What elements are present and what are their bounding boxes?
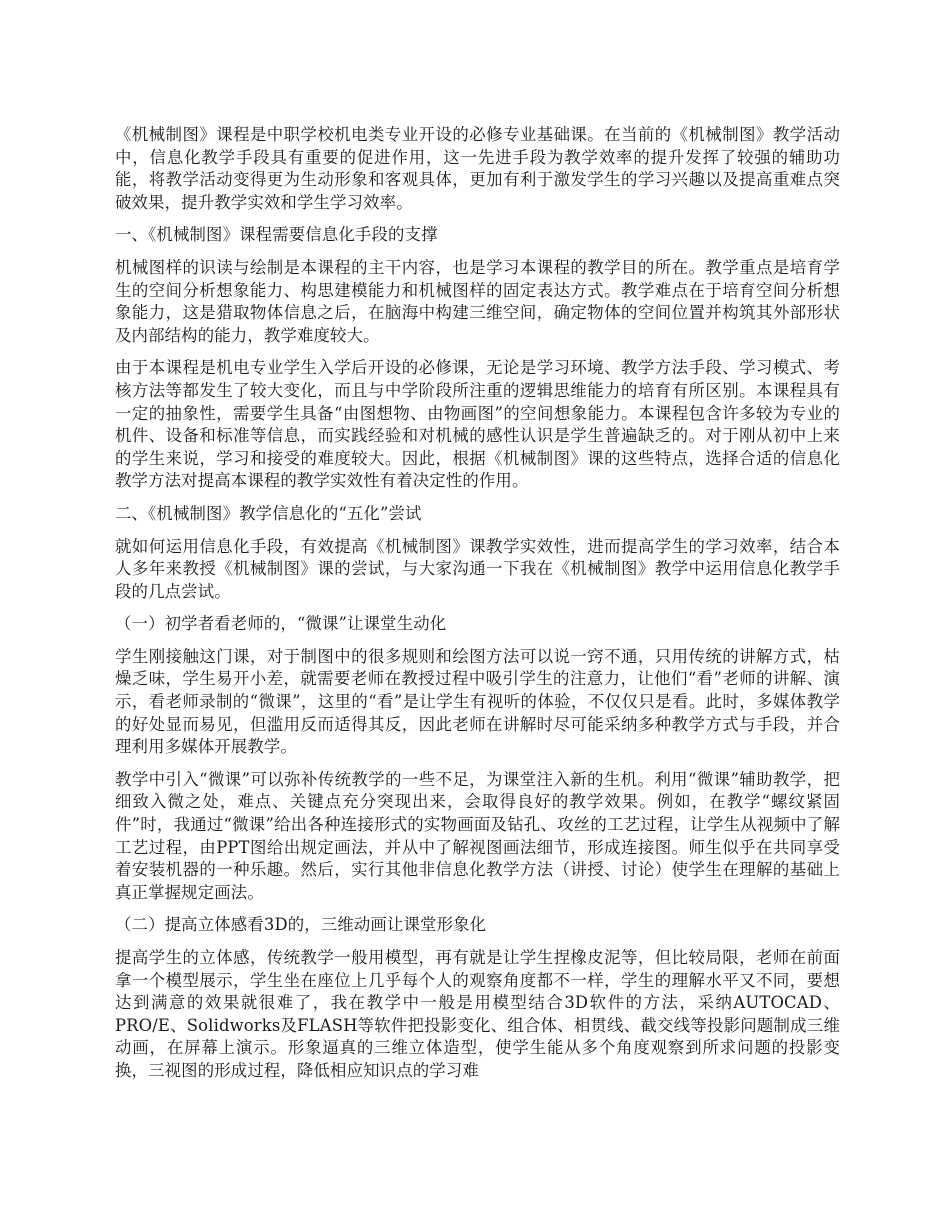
section-2-heading: 二、《机械制图》教学信息化的“五化”尝试: [115, 503, 422, 523]
section-1-heading: 一、《机械制图》课程需要信息化手段的支撑: [115, 225, 438, 245]
subsection-1-heading: （一）初学者看老师的，“微课”让课堂生动化: [115, 614, 447, 634]
section-1-paragraph-1: 机械图样的识读与绘制是本课程的主干内容，也是学习本课程的教学目的所在。教学重点是培育学生的空间分析想象能力、构思建模能力和机械图样的固定表达方式。教学难点在于培育空间分析想象能力，这是猎取物体信息之后，在脑海中构建三维空间，确定物体的空间位置并构筑其外部形状及内部结构的能力，教学难度较大。: [115, 257, 840, 345]
section-2-paragraph-1: 就如何运用信息化手段，有效提高《机械制图》课教学实效性，进而提高学生的学习效率，结合本人多年来教授《机械制图》课的尝试，与大家沟通一下我在《机械制图》教学中运用信息化教学手段的几点尝试。: [115, 536, 840, 601]
intro-paragraph: 《机械制图》课程是中职学校机电类专业开设的必修专业基础课。在当前的《机械制图》教学活动中，信息化教学手段具有重要的促进作用，这一先进手段为教学效率的提升发挥了较强的辅助功能，将教学活动变得更为生动形象和客观具体，更加有利于激发学生的学习兴趣以及提高重难点突破效果，提升教学实效和学生学习效率。: [115, 125, 840, 212]
subsection-1-paragraph-1: 学生刚接触这门课，对于制图中的很多规则和绘图方法可以说一窍不通，只用传统的讲解方式，枯燥乏味，学生易开小差，就需要老师在教授过程中吸引学生的注意力，让他们“看”老师的讲解、演示，看老师录制的“微课”，这里的“看”是让学生有视听的体验，不仅仅只是看。此时，多媒体教学的好处显而易见，但滥用反而适得其反，因此老师在讲解时尽可能采纳多种教学方式与手段，并合理利用多媒体开展教学。: [115, 646, 840, 757]
subsection-1-paragraph-2: 教学中引入“微课”可以弥补传统教学的一些不足，为课堂注入新的生机。利用“微课”辅助教学，把细致入微之处，难点、关键点充分突现出来，会取得良好的教学效果。例如，在教学“螺纹紧固件”时，我通过“微课”给出各种连接形式的实物画面及钻孔、攻丝的工艺过程，让学生从视频中了解工艺过程，由PPT图给出规定画法，并从中了解视图画法细节，形成连接图。师生似乎在共同享受着安装机器的一种乐趣。然后，实行其他非信息化教学方法（讲授、讨论）使学生在理解的基础上真正掌握规定画法。: [115, 769, 840, 902]
section-1-paragraph-2: 由于本课程是机电专业学生入学后开设的必修课，无论是学习环境、教学方法手段、学习模式、考核方法等都发生了较大变化，而且与中学阶段所注重的逻辑思维能力的培育有所区别。本课程具有一定的抽象性，需要学生具备“由图想物、由物画图”的空间想象能力。本课程包含许多较为专业的机件、设备和标准等信息，而实践经验和对机械的感性认识是学生普遍缺乏的。对于刚从初中上来的学生来说，学习和接受的难度较大。因此，根据《机械制图》课的这些特点，选择合适的信息化教学方法对提高本课程的教学实效性有着决定性的作用。: [115, 358, 840, 491]
subsection-2-heading: （二）提高立体感看3D的，三维动画让课堂形象化: [115, 915, 487, 935]
subsection-2-paragraph-1: 提高学生的立体感，传统教学一般用模型，再有就是让学生捏橡皮泥等，但比较局限，老师在前面拿一个模型展示，学生坐在座位上几乎每个人的观察角度都不一样，学生的理解水平又不同，要想达到满意的效果就很难了，我在教学中一般是用模型结合3D软件的方法，采纳AUTOCAD、PRO/E、Solidworks及FLASH等软件把投影变化、组合体、相贯线、截交线等投影问题制成三维动画，在屏幕上演示。形象逼真的三维立体造型，使学生能从多个角度观察到所求问题的投影变换，三视图的形成过程，降低相应知识点的学习难: [115, 948, 840, 1080]
document-page: [115, 124, 840, 1093]
